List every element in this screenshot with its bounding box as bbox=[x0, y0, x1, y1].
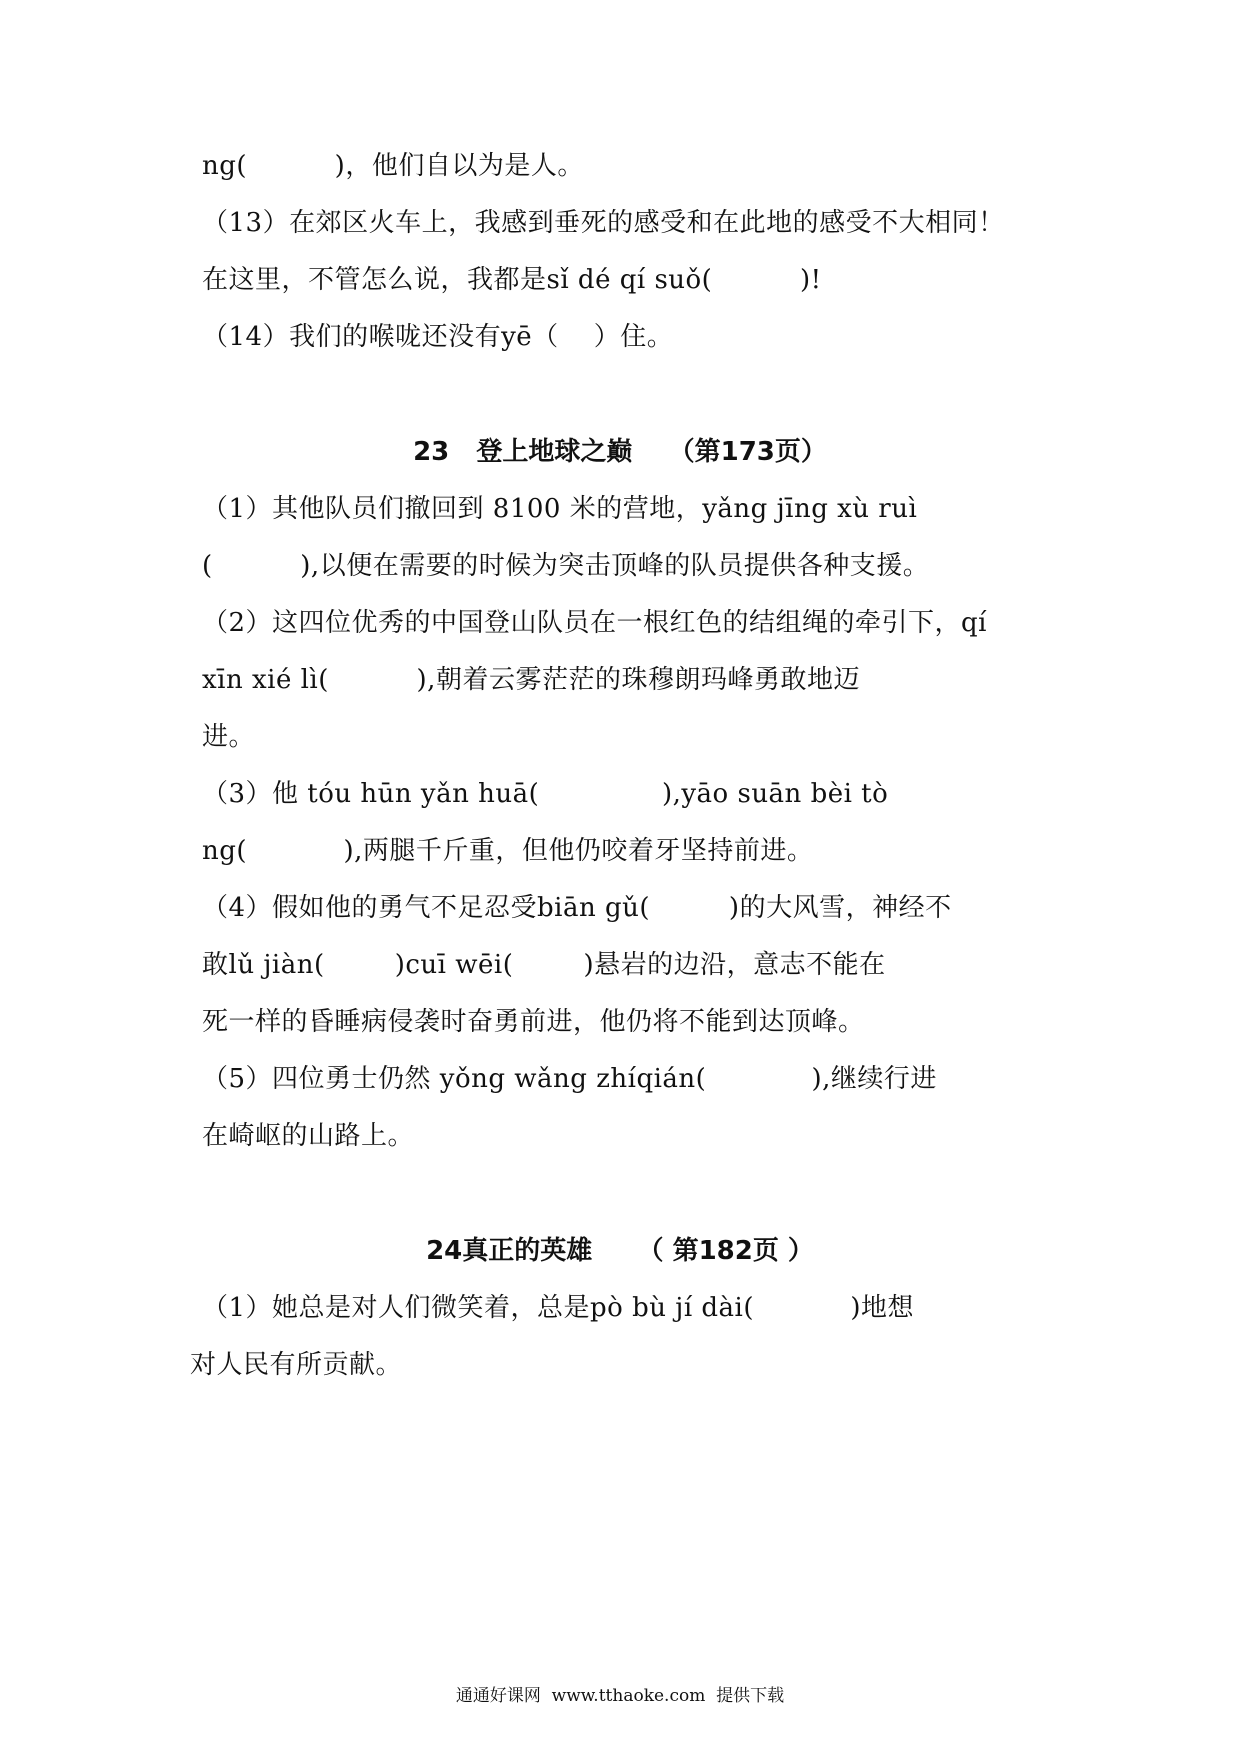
text-line: （4）假如他的勇气不足忍受biān gǔ( )的大风雪，神经不 bbox=[202, 893, 952, 923]
text-line: 在这里，不管怎么说，我都是sǐ dé qí suǒ( )! bbox=[202, 265, 822, 295]
text-line: 在崎岖的山路上。 bbox=[202, 1121, 415, 1151]
footer-credit: 通通好课网 www.tthaoke.com 提供下载 bbox=[455, 1686, 785, 1706]
text-line: （1）其他队员们撤回到 8100 米的营地，yǎng jīng xù ruì bbox=[202, 494, 918, 524]
section-heading: 24真正的英雄 （ 第182页 ） bbox=[426, 1236, 814, 1266]
text-line: 敢lǔ jiàn( )cuī wēi( )悬岩的边沿，意志不能在 bbox=[202, 950, 886, 980]
text-line: ng( )，他们自以为是人。 bbox=[202, 151, 584, 181]
text-line: （14）我们的喉咙还没有yē（ ）住。 bbox=[202, 322, 674, 352]
text-line: （3）他 tóu hūn yǎn huā( ),yāo suān bèi tò bbox=[202, 779, 889, 809]
text-line: （1）她总是对人们微笑着，总是pò bù jí dài( )地想 bbox=[202, 1293, 915, 1323]
text-line: 进。 bbox=[202, 722, 256, 752]
text-line: ng( ),两腿千斤重，但他仍咬着牙坚持前进。 bbox=[202, 836, 814, 866]
text-line: 死一样的昏睡病侵袭时奋勇前进，他仍将不能到达顶峰。 bbox=[202, 1007, 865, 1037]
section-heading: 23 登上地球之巅 （第173页） bbox=[413, 437, 827, 467]
text-line: （5）四位勇士仍然 yǒng wǎng zhíqián( ),继续行进 bbox=[202, 1064, 937, 1094]
text-line: （2）这四位优秀的中国登山队员在一根红色的结组绳的牵引下，qí bbox=[202, 608, 988, 638]
text-line: ( ),以便在需要的时候为突击顶峰的队员提供各种支援。 bbox=[202, 551, 930, 581]
text-line: 对人民有所贡献。 bbox=[190, 1350, 403, 1380]
text-line: （13）在郊区火车上，我感到垂死的感受和在此地的感受不大相同！ bbox=[202, 208, 1005, 238]
text-line: xīn xié lì( ),朝着云雾茫茫的珠穆朗玛峰勇敢地迈 bbox=[202, 665, 860, 695]
